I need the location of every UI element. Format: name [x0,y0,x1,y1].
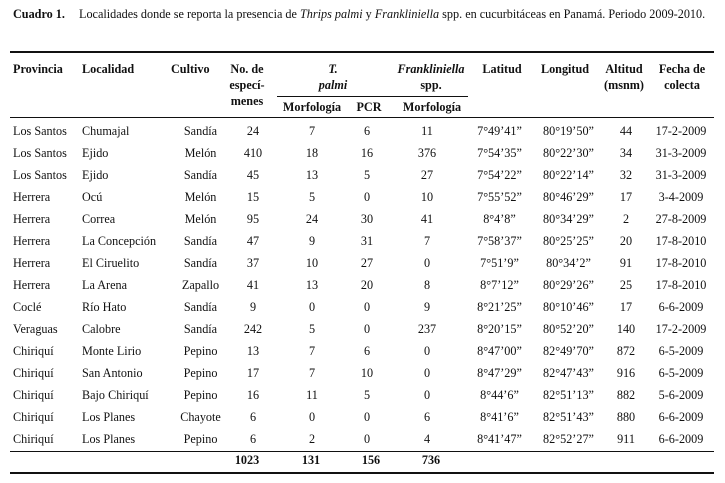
cell-altitud: 20 [619,233,633,248]
cell-provincia: Los Santos [13,123,67,138]
cell-longitud: 80°34’29” [543,211,594,226]
col-header-morfologia-frankliniella: Morfología [402,100,462,114]
col-header-especimenes: No. de especí- menes [229,62,265,108]
table-row [10,142,714,164]
cell-localidad: La Concepción [82,233,157,248]
col-header-longitud: Longitud [540,62,590,76]
cell-altitud: 17 [619,299,633,314]
cell-morfologia-tpalmi: 7 [308,123,316,138]
cell-pcr: 0 [363,409,371,424]
cell-pcr: 10 [360,365,374,380]
table-row [10,318,714,340]
cell-latitud: 7°55’52” [477,189,522,204]
cell-longitud: 80°29’26” [543,277,594,292]
cell-longitud: 82°47’43” [543,365,594,380]
cell-latitud: 7°58’37” [477,233,522,248]
col-header-morfologia-tpalmi: Morfología [282,100,342,114]
cell-fecha: 6-6-2009 [658,299,704,314]
cell-morfologia-tpalmi: 5 [308,321,316,336]
cell-altitud: 916 [616,365,636,380]
cell-provincia: Chiriquí [13,365,54,380]
col-header-altitud: Altitud (msnm) [604,62,644,92]
cell-especimenes: 15 [246,189,260,204]
cell-especimenes: 37 [246,255,260,270]
col-header-latitud: Latitud [482,62,522,76]
table-row [10,120,714,142]
cell-especimenes: 95 [246,211,260,226]
cell-altitud: 2 [622,211,630,226]
cell-pcr: 0 [363,189,371,204]
species-frankliniella: Frankliniella [374,7,440,21]
cell-fecha: 3-4-2009 [658,189,704,204]
table-row [10,252,714,274]
cell-especimenes: 47 [246,233,260,248]
cell-latitud: 7°51’9” [480,255,519,270]
cell-localidad: Ejido [82,167,109,182]
cell-fecha: 6-5-2009 [658,343,704,358]
table-row [10,230,714,252]
cell-provincia: Los Santos [13,167,67,182]
cell-cultivo: Sandía [183,167,218,182]
cell-especimenes: 41 [246,277,260,292]
cell-latitud: 8°44’6” [480,387,519,402]
table-body [10,120,714,450]
cell-latitud: 7°54’35” [477,145,522,160]
body-bottom-rule [10,451,714,452]
cell-latitud: 8°21’25” [477,299,522,314]
cell-pcr: 20 [360,277,374,292]
cell-longitud: 82°51’43” [543,409,594,424]
cell-longitud: 82°51’13” [543,387,594,402]
table-row [10,296,714,318]
col-header-provincia: Provincia [13,62,63,76]
cell-fecha: 17-8-2010 [655,233,707,248]
cell-provincia: Veraguas [13,321,58,336]
bottom-rule [10,472,714,474]
col-header-t-palmi: T. palmi [318,62,348,92]
cell-pcr: 16 [360,145,374,160]
table-row [10,274,714,296]
cell-morfologia-tpalmi: 13 [305,277,319,292]
cell-cultivo: Pepino [183,343,218,358]
cell-fecha: 5-6-2009 [658,387,704,402]
cell-morfologia-frankliniella: 27 [420,167,434,182]
cell-cultivo: Chayote [180,409,221,424]
col-header-localidad: Localidad [82,62,135,76]
cell-pcr: 27 [360,255,374,270]
total-frankliniella: 736 [421,453,441,467]
cell-morfologia-frankliniella: 7 [423,233,431,248]
cell-longitud: 80°52’20” [543,321,594,336]
cell-especimenes: 6 [249,409,257,424]
cell-longitud: 80°22’30” [543,145,594,160]
cell-provincia: Chiriquí [13,409,54,424]
cell-pcr: 31 [360,233,374,248]
table-row [10,164,714,186]
cell-morfologia-frankliniella: 4 [423,431,431,446]
cell-localidad: Los Planes [82,431,136,446]
cell-altitud: 91 [619,255,633,270]
cell-longitud: 82°49’70” [543,343,594,358]
cell-pcr: 0 [363,431,371,446]
cell-localidad: Correa [82,211,116,226]
cell-latitud: 8°41’47” [477,431,522,446]
cell-provincia: Herrera [13,277,51,292]
cell-cultivo: Melón [184,211,217,226]
cell-morfologia-frankliniella: 237 [417,321,437,336]
cell-morfologia-tpalmi: 13 [305,167,319,182]
cell-altitud: 32 [619,167,633,182]
cell-provincia: Herrera [13,189,51,204]
cell-especimenes: 9 [249,299,257,314]
cell-pcr: 5 [363,167,371,182]
cell-morfologia-frankliniella: 10 [420,189,434,204]
cell-localidad: El Ciruelito [82,255,140,270]
cell-provincia: Chiriquí [13,343,54,358]
cell-altitud: 140 [616,321,636,336]
species-thrips-palmi: Thrips palmi [299,7,363,21]
cell-pcr: 6 [363,123,371,138]
cell-altitud: 25 [619,277,633,292]
cell-morfologia-frankliniella: 376 [417,145,437,160]
cell-morfologia-frankliniella: 9 [423,299,431,314]
cell-especimenes: 16 [246,387,260,402]
cell-altitud: 34 [619,145,633,160]
cell-provincia: Herrera [13,233,51,248]
table-row [10,362,714,384]
cell-morfologia-frankliniella: 0 [423,387,431,402]
cell-fecha: 27-8-2009 [655,211,707,226]
cell-altitud: 44 [619,123,633,138]
cell-cultivo: Sandía [183,123,218,138]
cell-fecha: 17-8-2010 [655,255,707,270]
cell-longitud: 80°19’50” [543,123,594,138]
top-rule [10,51,714,53]
cell-morfologia-frankliniella: 6 [423,409,431,424]
caption-text: Localidades donde se reporta la presencia de Thrips palmi y Frankliniella spp. en cucurbitáceas en Panamá. Periodo 2009-2010. [79,7,706,21]
total-pcr: 156 [361,453,381,467]
cell-morfologia-frankliniella: 0 [423,255,431,270]
cell-cultivo: Zapallo [181,277,220,292]
cell-morfologia-tpalmi: 2 [308,431,316,446]
caption-label: Cuadro 1. [13,7,65,21]
cell-pcr: 0 [363,299,371,314]
cell-pcr: 5 [363,387,371,402]
cell-fecha: 6-6-2009 [658,431,704,446]
cell-provincia: Coclé [13,299,42,314]
cell-cultivo: Sandía [183,255,218,270]
cell-cultivo: Pepino [183,387,218,402]
data-table [10,120,714,450]
cell-latitud: 8°4’8” [483,211,516,226]
col-header-frankliniella: Frankliniella spp. [397,62,465,92]
table-row [10,406,714,428]
cell-morfologia-tpalmi: 18 [305,145,319,160]
cell-especimenes: 24 [246,123,260,138]
cell-cultivo: Sandía [183,321,218,336]
cell-fecha: 6-6-2009 [658,409,704,424]
total-especimenes: 1023 [234,453,260,467]
cell-morfologia-tpalmi: 0 [308,409,316,424]
cell-cultivo: Sandía [183,233,218,248]
cell-provincia: Herrera [13,255,51,270]
cell-morfologia-tpalmi: 9 [308,233,316,248]
cell-morfologia-tpalmi: 7 [308,365,316,380]
table-row [10,428,714,450]
cell-morfologia-frankliniella: 8 [423,277,431,292]
cell-latitud: 8°47’00” [477,343,522,358]
cell-provincia: Los Santos [13,145,67,160]
cell-pcr: 6 [363,343,371,358]
cell-morfologia-tpalmi: 5 [308,189,316,204]
cell-localidad: Monte Lirio [82,343,142,358]
cell-fecha: 17-2-2009 [655,123,707,138]
cell-especimenes: 6 [249,431,257,446]
cell-latitud: 8°20’15” [477,321,522,336]
cell-altitud: 880 [616,409,636,424]
cell-morfologia-frankliniella: 41 [420,211,434,226]
cell-cultivo: Melón [184,189,217,204]
table-row [10,340,714,362]
cell-fecha: 31-3-2009 [655,145,707,160]
cell-fecha: 6-5-2009 [658,365,704,380]
table-row [10,384,714,406]
cell-localidad: San Antonio [82,365,143,380]
cell-pcr: 0 [363,321,371,336]
cell-localidad: Calobre [82,321,121,336]
cell-localidad: Río Hato [82,299,127,314]
cell-localidad: Ejido [82,145,109,160]
cell-longitud: 80°22’14” [543,167,594,182]
cell-longitud: 82°52’27” [543,431,594,446]
cell-cultivo: Sandía [183,299,218,314]
cell-morfologia-tpalmi: 7 [308,343,316,358]
cell-morfologia-tpalmi: 0 [308,299,316,314]
cell-fecha: 31-3-2009 [655,167,707,182]
cell-latitud: 8°47’29” [477,365,522,380]
cell-longitud: 80°46’29” [543,189,594,204]
cell-longitud: 80°34’2” [546,255,591,270]
group-rule [277,96,468,97]
cell-especimenes: 410 [243,145,263,160]
header-bottom-rule [10,117,714,118]
cell-fecha: 17-8-2010 [655,277,707,292]
col-header-pcr: PCR [356,100,382,114]
cell-pcr: 30 [360,211,374,226]
cell-latitud: 7°54’22” [477,167,522,182]
cell-longitud: 80°25’25” [543,233,594,248]
cell-altitud: 882 [616,387,636,402]
cell-altitud: 872 [616,343,636,358]
cell-latitud: 7°49’41” [477,123,522,138]
cell-morfologia-frankliniella: 0 [423,343,431,358]
col-header-cultivo: Cultivo [171,62,210,76]
cell-morfologia-tpalmi: 24 [305,211,319,226]
col-header-fecha: Fecha de colecta [658,62,706,92]
cell-longitud: 80°10’46” [543,299,594,314]
cell-especimenes: 242 [243,321,263,336]
cell-localidad: Ocú [82,189,103,204]
cell-morfologia-frankliniella: 0 [423,365,431,380]
cell-provincia: Chiriquí [13,387,54,402]
cell-provincia: Herrera [13,211,51,226]
cell-cultivo: Pepino [183,365,218,380]
table-row [10,186,714,208]
total-morfologia: 131 [301,453,321,467]
cell-cultivo: Pepino [183,431,218,446]
cell-especimenes: 45 [246,167,260,182]
cell-localidad: Los Planes [82,409,136,424]
cell-fecha: 17-2-2009 [655,321,707,336]
cell-morfologia-tpalmi: 10 [305,255,319,270]
table-row [10,208,714,230]
cell-localidad: La Arena [82,277,128,292]
cell-localidad: Chumajal [82,123,130,138]
cell-latitud: 8°41’6” [480,409,519,424]
cell-latitud: 8°7’12” [480,277,519,292]
cell-morfologia-frankliniella: 11 [421,123,433,138]
cell-altitud: 911 [617,431,635,446]
cell-especimenes: 13 [246,343,260,358]
cell-provincia: Chiriquí [13,431,54,446]
cell-localidad: Bajo Chiriquí [82,387,149,402]
cell-especimenes: 17 [246,365,260,380]
cell-altitud: 17 [619,189,633,204]
cell-cultivo: Melón [184,145,217,160]
cell-morfologia-tpalmi: 11 [306,387,318,402]
